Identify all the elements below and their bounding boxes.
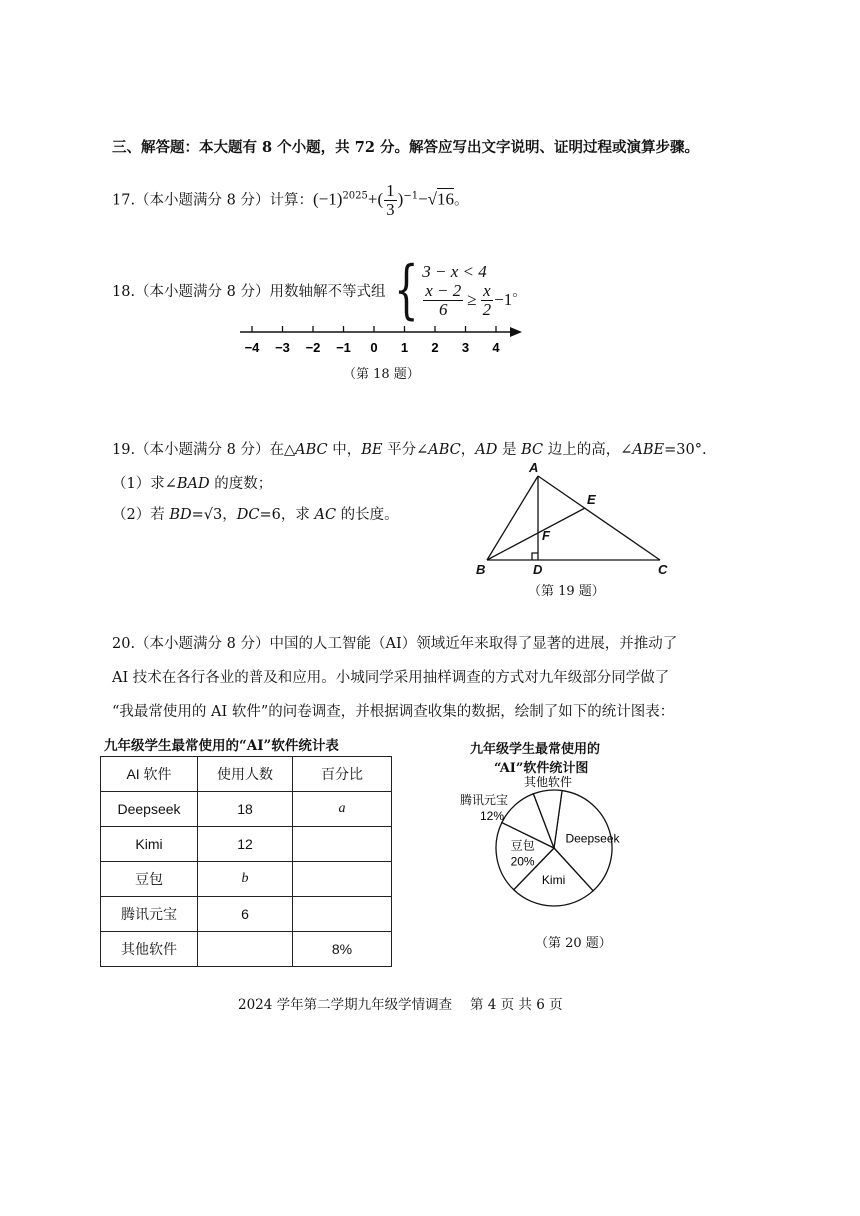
q19-stem-h: AD [475, 442, 498, 458]
number-line-tick-label: −3 [275, 340, 290, 355]
table-row [101, 862, 392, 897]
cell-name: 其他软件 [101, 932, 198, 967]
number-line [230, 318, 530, 360]
q19-stem-m: =30°. [664, 442, 707, 458]
q18-ineq2-den: 6 [439, 299, 448, 319]
q17-frac-num: 1 [386, 181, 395, 200]
q17-sqrt: √ [427, 189, 438, 209]
number-line-tick-label: −2 [305, 340, 321, 355]
pie-label: 其他软件 [523, 775, 573, 789]
q18-prefix: 18.（本小题满分 8 分）用数轴解不等式组 [112, 283, 386, 300]
q18-ineq2-tail: −1 [494, 290, 513, 309]
q19-stem-f: ABC [428, 442, 461, 458]
q19-stem-a: 19.（本小题满分 8 分）在△ [112, 442, 296, 458]
q19-stem-k: 边上的高，∠ [543, 442, 633, 458]
header-count: 使用人数 [198, 757, 293, 792]
q19-stem-c: 中， [327, 442, 362, 458]
cell-name: Kimi [101, 827, 198, 862]
q19-part2-g: 的长度。 [336, 507, 399, 523]
q18-caption: （第 18 题） [343, 367, 420, 382]
q19-stem-d: BE [361, 442, 383, 458]
label-a: A [529, 460, 539, 475]
number-line-tick-label: 1 [400, 340, 409, 355]
q17-exp: 2025 [342, 190, 368, 202]
question-17 [112, 182, 469, 219]
table-row [101, 897, 392, 932]
q17-minus: − [418, 189, 428, 209]
q19-stem-e: 平分∠ [382, 442, 429, 458]
cell-percent: a [293, 792, 392, 827]
cell-percent: 8% [293, 932, 392, 967]
number-line-tick-label: −1 [336, 340, 351, 355]
table-row [101, 932, 392, 967]
q19-part2-e: =6，求 [259, 507, 315, 523]
cell-name: 腾讯元宝 [101, 897, 198, 932]
section-heading: 三、解答题：本大题有 8 个小题，共 72 分。解答应写出文字说明、证明过程或演算步骤。 [112, 139, 699, 156]
cell-name: 豆包 [101, 862, 198, 897]
q20-caption: （第 20 题） [535, 936, 612, 951]
q18-geq: ≥ [467, 290, 477, 309]
number-line-arrow [510, 327, 522, 337]
q18-system [422, 262, 512, 319]
pie-label-percent: 12% [479, 809, 505, 823]
q19-caption: （第 19 题） [528, 584, 605, 599]
label-d: D [533, 562, 543, 577]
q19-part2 [112, 503, 399, 524]
cell-percent [293, 827, 392, 862]
q19-part2-b: BD [169, 507, 192, 523]
software-table [100, 756, 392, 967]
label-b: B [476, 562, 486, 577]
q19-stem-b: ABC [295, 442, 328, 458]
header-software: AI 软件 [101, 757, 198, 792]
number-line-tick-label: 3 [461, 340, 470, 355]
table-row [101, 792, 392, 827]
label-c: C [658, 562, 668, 577]
q19-part2-d: DC [236, 507, 260, 523]
cell-count: 12 [198, 827, 293, 862]
label-e: E [587, 492, 596, 507]
cell-percent [293, 897, 392, 932]
pie-label: Deepseek [565, 831, 620, 846]
label-f: F [542, 528, 550, 543]
q19-part2-c: =√3， [191, 507, 237, 523]
bisector-be [487, 508, 585, 560]
q17-paren-open: ( [377, 189, 384, 209]
table-row [101, 827, 392, 862]
side-ac [538, 476, 660, 560]
q17-prefix: 17.（本小题满分 8 分）计算： [112, 192, 314, 209]
number-line-tick-label: 4 [492, 340, 500, 355]
q17-plus: + [367, 189, 378, 209]
q18-ineq2-num: x − 2 [425, 280, 462, 300]
q17-end: 。 [454, 192, 469, 209]
q18-ineq2 [422, 282, 512, 319]
chart-title-line-1: 九年级学生最常使用的 [470, 742, 601, 757]
q19-part2-f: AC [314, 507, 337, 523]
number-line-tick-label: −4 [244, 340, 260, 355]
number-line-tick-label: 2 [431, 340, 439, 355]
cell-count [198, 932, 293, 967]
q20-line-1: 20.（本小题满分 8 分）中国的人工智能（AI）领域近年来取得了显著的进展，并推动了 [112, 636, 678, 652]
page-footer: 2024 学年第二学期九年级学情调查 第 4 页 共 6 页 [238, 997, 563, 1013]
q19-stem-j: BC [521, 442, 544, 458]
cell-name: Deepseek [101, 792, 198, 827]
q18-brace: { [393, 253, 419, 327]
q18-ineq2-rnum: x [483, 280, 491, 300]
cell-count: 6 [198, 897, 293, 932]
header-percent: 百分比 [293, 757, 392, 792]
question-19-stem [112, 438, 707, 459]
data-table [100, 756, 392, 967]
right-angle-mark [532, 553, 538, 560]
q19-stem-g: ， [460, 442, 476, 458]
q19-part1-c: 的度数； [209, 476, 273, 492]
q18-ineq2-rden: 2 [482, 299, 492, 319]
q18-ineq1: 3 − x < 4 [422, 261, 487, 281]
q17-inv-exp: −1 [403, 190, 419, 202]
cell-percent [293, 862, 392, 897]
q17-paren-close: ) [397, 189, 404, 209]
pie-chart [458, 772, 658, 922]
q17-base: (−1) [313, 189, 343, 209]
pie-label: Kimi [541, 872, 566, 887]
pie-label: 腾讯元宝 [459, 793, 509, 807]
q19-part1-a: （1）求∠ [112, 476, 177, 492]
q17-frac-den: 3 [386, 199, 395, 219]
q18-end: 。 [512, 283, 527, 300]
cell-count: b [198, 862, 293, 897]
table-title: 九年级学生最常使用的“AI”软件统计表 [104, 738, 339, 754]
pie-label-percent: 20% [510, 854, 535, 869]
q17-sqrt-arg: 16 [437, 189, 455, 209]
cell-count: 18 [198, 792, 293, 827]
table-header-row [101, 757, 392, 792]
question-18 [112, 253, 527, 327]
q20-line-3: “我最常使用的 AI 软件”的问卷调查，并根据调查收集的数据，绘制了如下的统计图表： [112, 704, 675, 720]
triangle-figure [470, 458, 680, 583]
q19-stem-i: 是 [497, 442, 522, 458]
q19-stem-l: ABE [632, 442, 665, 458]
q19-part1 [112, 472, 272, 493]
chart-title-line-2: “AI”软件统计图 [494, 761, 589, 776]
side-ab [487, 476, 538, 560]
pie-label: 豆包 [510, 838, 535, 853]
q19-part2-a: （2）若 [112, 507, 170, 523]
q20-line-2: AI 技术在各行各业的普及和应用。小城同学采用抽样调查的方式对九年级部分同学做了 [112, 670, 670, 686]
q17-fraction [384, 182, 397, 219]
q19-part1-b: BAD [176, 476, 210, 492]
number-line-tick-label: 0 [370, 340, 378, 355]
